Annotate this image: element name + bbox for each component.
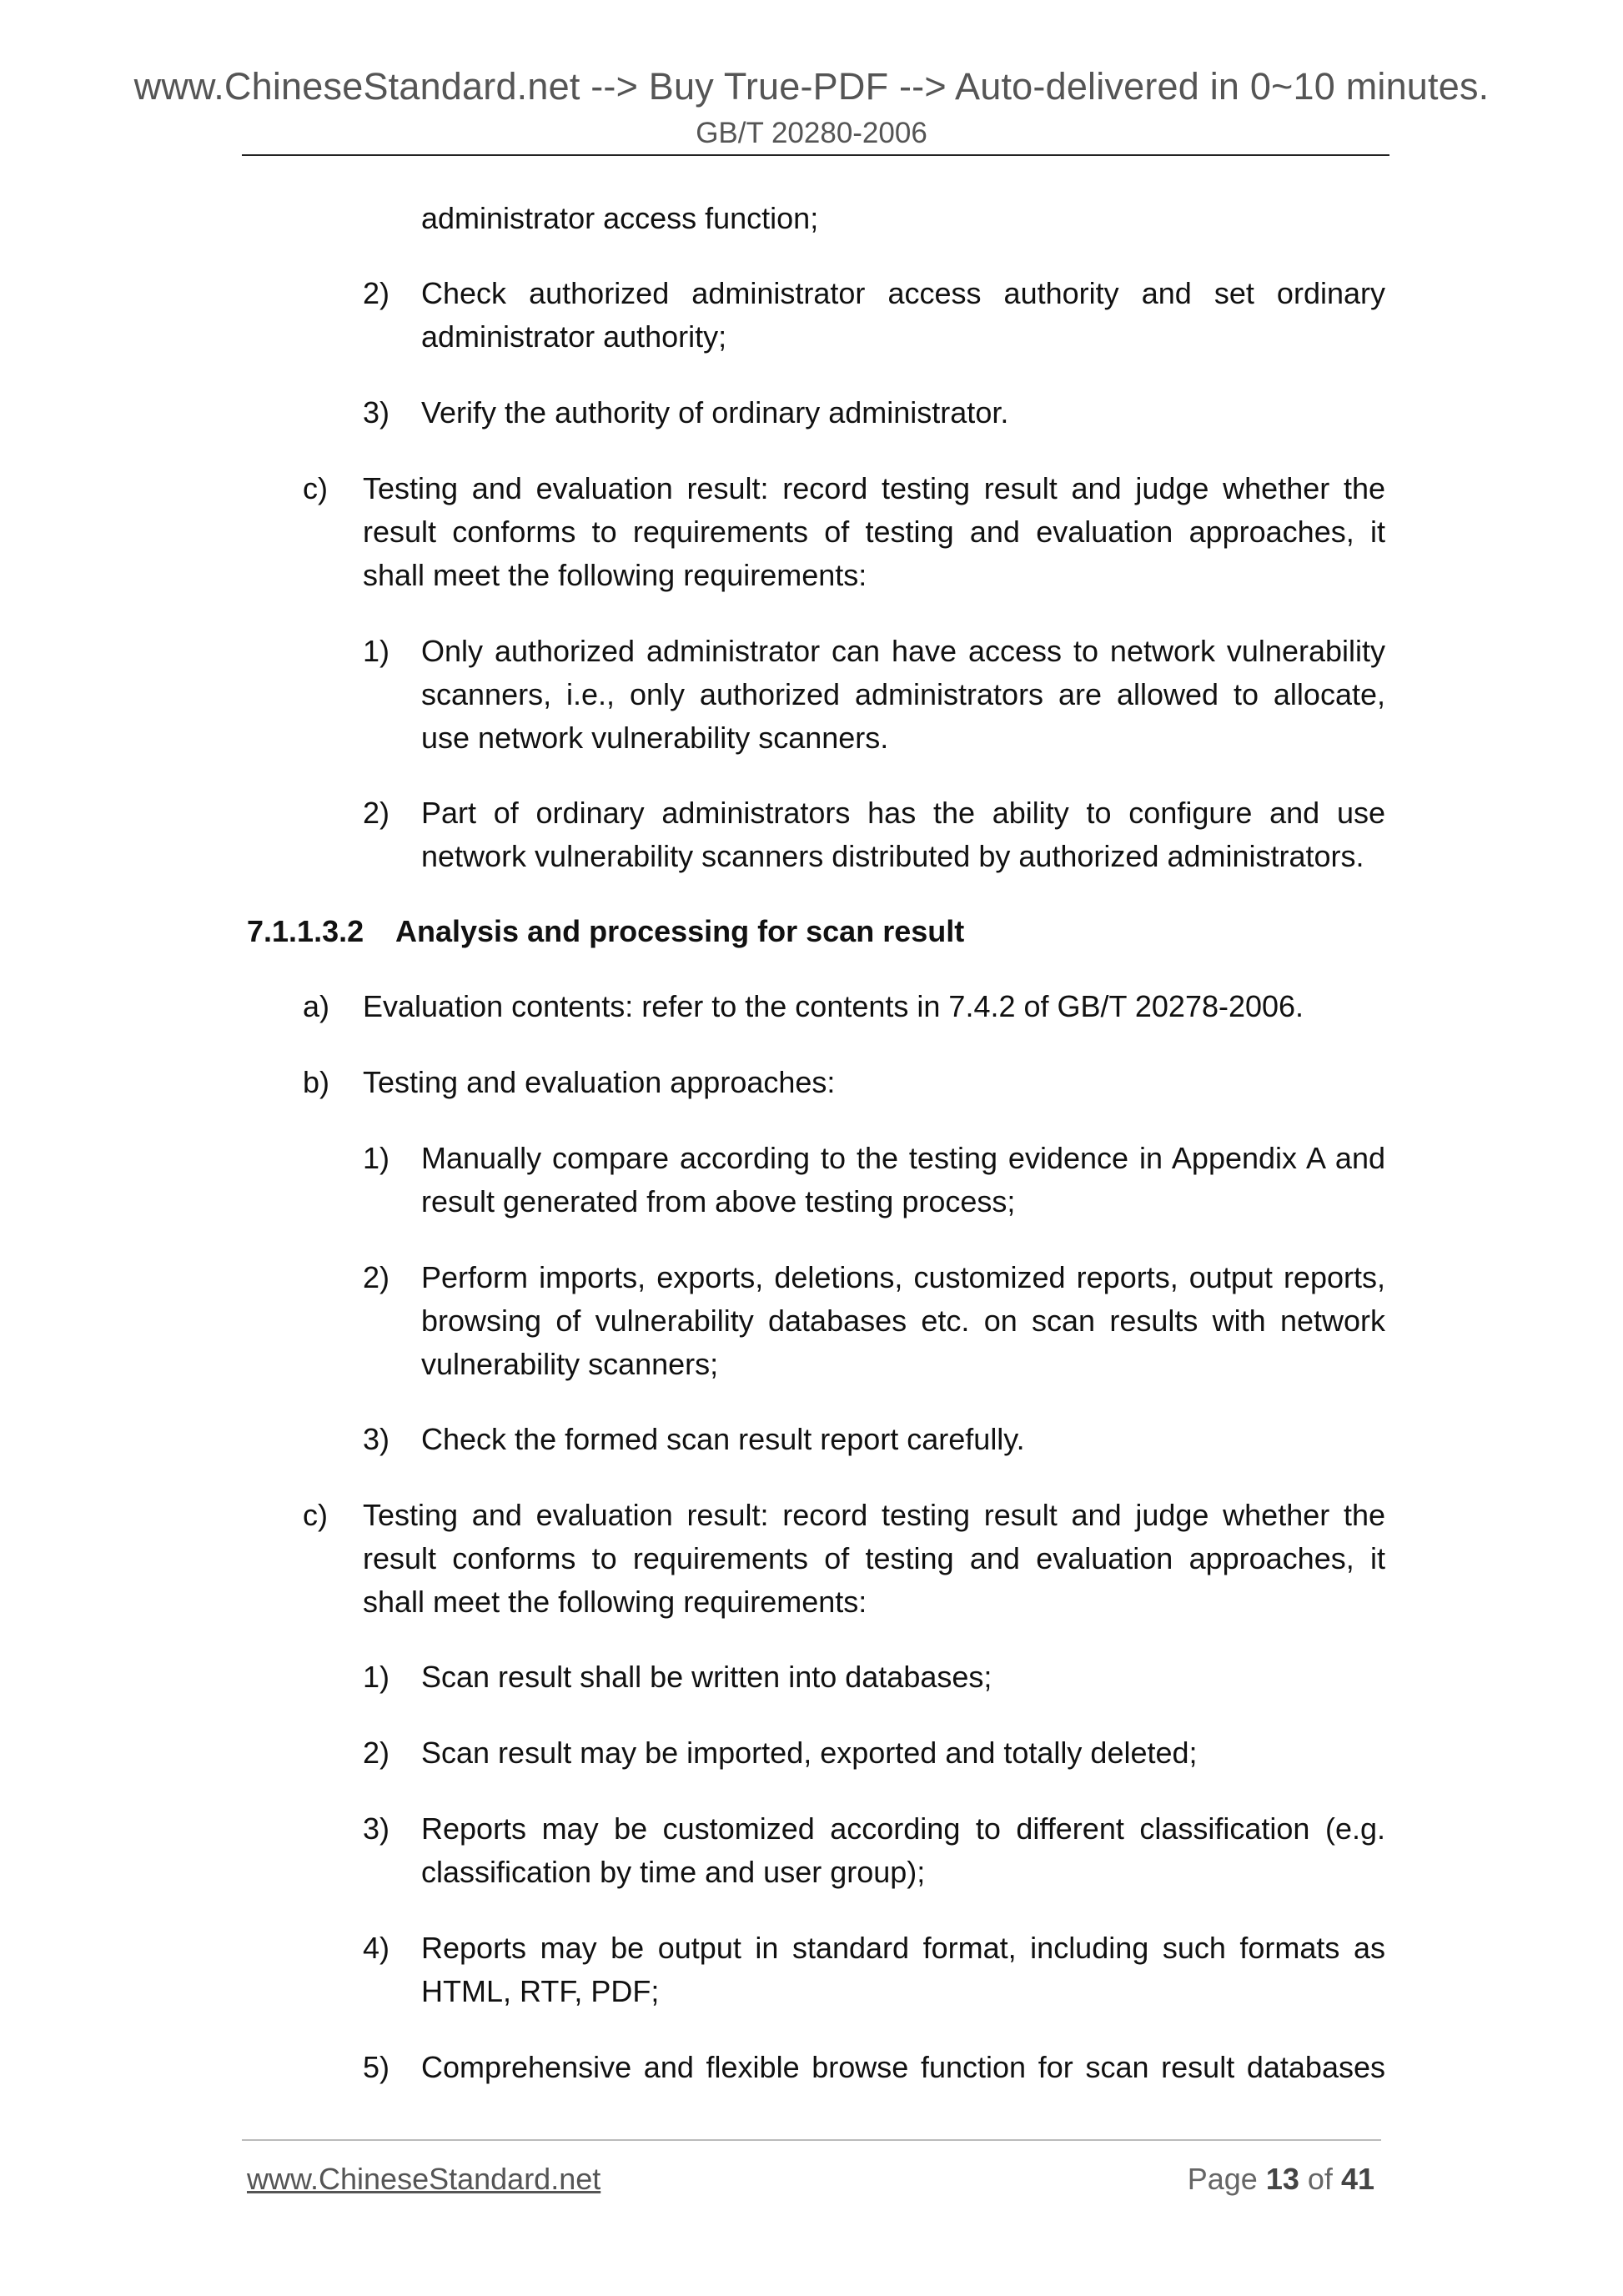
- list-label: 2): [363, 1736, 390, 1770]
- page-total: 41: [1340, 2162, 1374, 2196]
- list-item-b1: [363, 1137, 1385, 1223]
- page-separator: of: [1307, 2162, 1333, 2196]
- list-text: Comprehensive and flexible browse function for scan result databases: [421, 2050, 1385, 2084]
- list-label: 1): [363, 634, 390, 668]
- list-text: Evaluation contents: refer to the contents in 7.4.2 of GB/T 20278-2006.: [363, 989, 1304, 1023]
- list-item-b2-scan: [363, 1256, 1385, 1386]
- page-prefix: Page: [1187, 2162, 1258, 2196]
- list-item-c1: [363, 630, 1385, 760]
- list-label: 2): [363, 1260, 390, 1294]
- section-heading: [247, 910, 964, 953]
- list-label: 4): [363, 1931, 390, 1965]
- page-indicator: [1188, 2162, 1374, 2197]
- list-item-c1-scan: [363, 1655, 1385, 1699]
- list-item-c-scan: [303, 1494, 1385, 1624]
- list-text: Perform imports, exports, deletions, customized reports, output reports, browsing of vulnerability databases etc. on scan results with network vulnerability scanners;: [421, 1260, 1385, 1381]
- list-text: Scan result may be imported, exported and totally deleted;: [421, 1736, 1198, 1770]
- header-divider: [242, 154, 1389, 156]
- document-id: GB/T 20280-2006: [696, 117, 927, 149]
- list-label: 2): [363, 796, 390, 830]
- section-number: 7.1.1.3.2: [247, 914, 364, 948]
- list-text: Check authorized administrator access authority and set ordinary administrator authority;: [421, 276, 1385, 354]
- list-label: b): [303, 1065, 330, 1099]
- list-text: Testing and evaluation result: record testing result and judge whether the result conforms to requirements of testing and evaluation approaches, it shall meet the following requirements:: [363, 471, 1385, 592]
- paragraph-text: administrator access function;: [421, 201, 819, 235]
- list-item-c3-scan: [363, 1807, 1385, 1894]
- list-item-b3-scan: [363, 1418, 1385, 1461]
- list-text: Check the formed scan result report carefully.: [421, 1422, 1025, 1456]
- list-label: 1): [363, 1141, 390, 1175]
- list-item-a: [303, 985, 1385, 1028]
- header-banner: www.ChineseStandard.net --> Buy True-PDF --> Auto-delivered in 0~10 minutes.: [133, 65, 1490, 108]
- list-text: Reports may be customized according to different classification (e.g. classification by time and user group);: [421, 1811, 1385, 1889]
- list-label: 2): [363, 276, 390, 310]
- list-label: a): [303, 989, 330, 1023]
- footer-site-link[interactable]: www.ChineseStandard.net: [247, 2162, 601, 2196]
- list-item-b3: [363, 391, 1385, 435]
- list-label: 5): [363, 2050, 390, 2084]
- list-label: c): [303, 471, 328, 505]
- list-item-c5-scan: [363, 2046, 1385, 2089]
- list-item-b: [303, 1061, 1385, 1104]
- list-text: Only authorized administrator can have access to network vulnerability scanners, i.e., only authorized administrators are allowed to allocate, use network vulnerability scanners.: [421, 634, 1385, 755]
- list-text: Verify the authority of ordinary administrator.: [421, 395, 1009, 430]
- list-label: 3): [363, 1811, 390, 1846]
- list-item-b2: [363, 272, 1385, 359]
- list-text: Scan result shall be written into databases;: [421, 1660, 992, 1694]
- list-label: 3): [363, 395, 390, 430]
- list-item-c4-scan: [363, 1927, 1385, 2013]
- list-label: c): [303, 1498, 328, 1532]
- list-label: 3): [363, 1422, 390, 1456]
- list-text: Manually compare according to the testing evidence in Appendix A and result generated from above testing process;: [421, 1141, 1385, 1218]
- section-title: Analysis and processing for scan result: [395, 914, 965, 948]
- list-item-c2: [363, 791, 1385, 878]
- page-current: 13: [1265, 2162, 1299, 2196]
- list-text: Testing and evaluation result: record testing result and judge whether the result conforms to requirements of testing and evaluation approaches, it shall meet the following requirements:: [363, 1498, 1385, 1619]
- list-text: Reports may be output in standard format, including such formats as HTML, RTF, PDF;: [421, 1931, 1385, 2008]
- list-item-c: [303, 467, 1385, 597]
- list-text: Part of ordinary administrators has the ability to configure and use network vulnerability scanners distributed by authorized administrators.: [421, 796, 1385, 873]
- footer-divider: [242, 2139, 1381, 2141]
- list-item-c2-scan: [363, 1731, 1385, 1775]
- list-text: Testing and evaluation approaches:: [363, 1065, 836, 1099]
- list-label: 1): [363, 1660, 390, 1694]
- continuation-line: [421, 197, 1385, 240]
